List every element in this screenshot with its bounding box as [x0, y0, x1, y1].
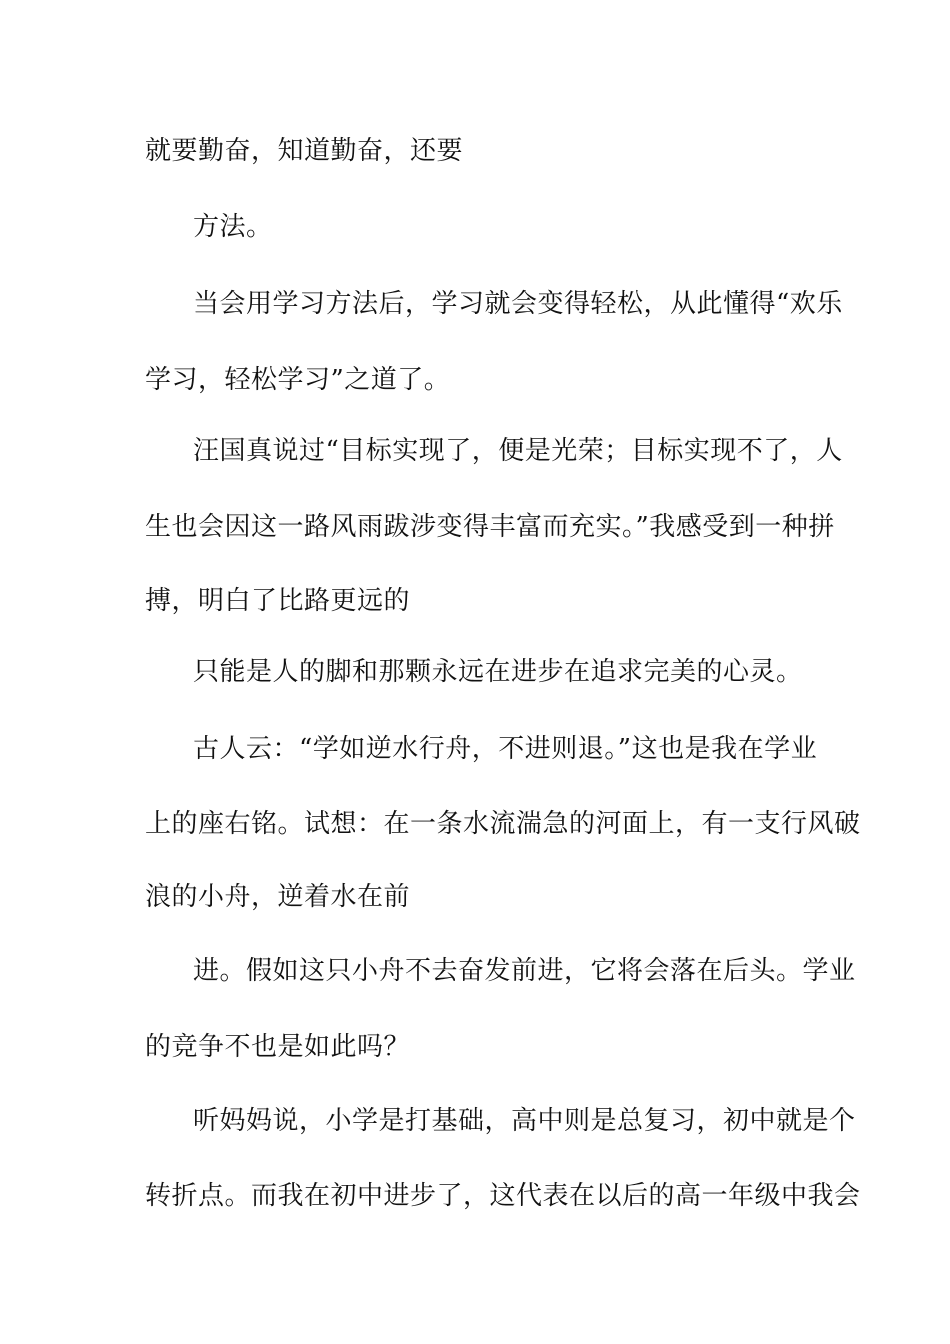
text-line-13: 的竞争不也是如此吗？: [145, 1032, 411, 1062]
text-line-1: 就要勤奋，知道勤奋，还要: [145, 136, 464, 166]
text-line-2: 方法。: [193, 212, 273, 242]
text-line-14: 听妈妈说，小学是打基础，高中则是总复习，初中就是个: [193, 1106, 856, 1136]
text-line-7: 搏，明白了比路更远的: [145, 586, 411, 616]
text-line-5: 汪国真说过“目标实现了，便是光荣；目标实现不了，人: [193, 436, 843, 466]
text-line-12: 进。假如这只小舟不去奋发前进，它将会落在后头。学业: [193, 956, 856, 986]
text-line-6: 生也会因这一路风雨跋涉变得丰富而充实。”我感受到一种拼: [145, 512, 835, 542]
text-line-4: 学习，轻松学习”之道了。: [145, 365, 451, 395]
text-line-10: 上的座右铭。试想：在一条水流湍急的河面上，有一支行风破: [145, 809, 861, 839]
text-line-9: 古人云：“学如逆水行舟，不进则退。”这也是我在学业: [193, 734, 818, 764]
text-line-8: 只能是人的脚和那颗永远在进步在追求完美的心灵。: [193, 657, 803, 687]
text-line-3: 当会用学习方法后，学习就会变得轻松，从此懂得“欢乐: [193, 289, 843, 319]
text-line-15: 转折点。而我在初中进步了，这代表在以后的高一年级中我会: [145, 1181, 861, 1211]
text-line-11: 浪的小舟，逆着水在前: [145, 882, 411, 912]
